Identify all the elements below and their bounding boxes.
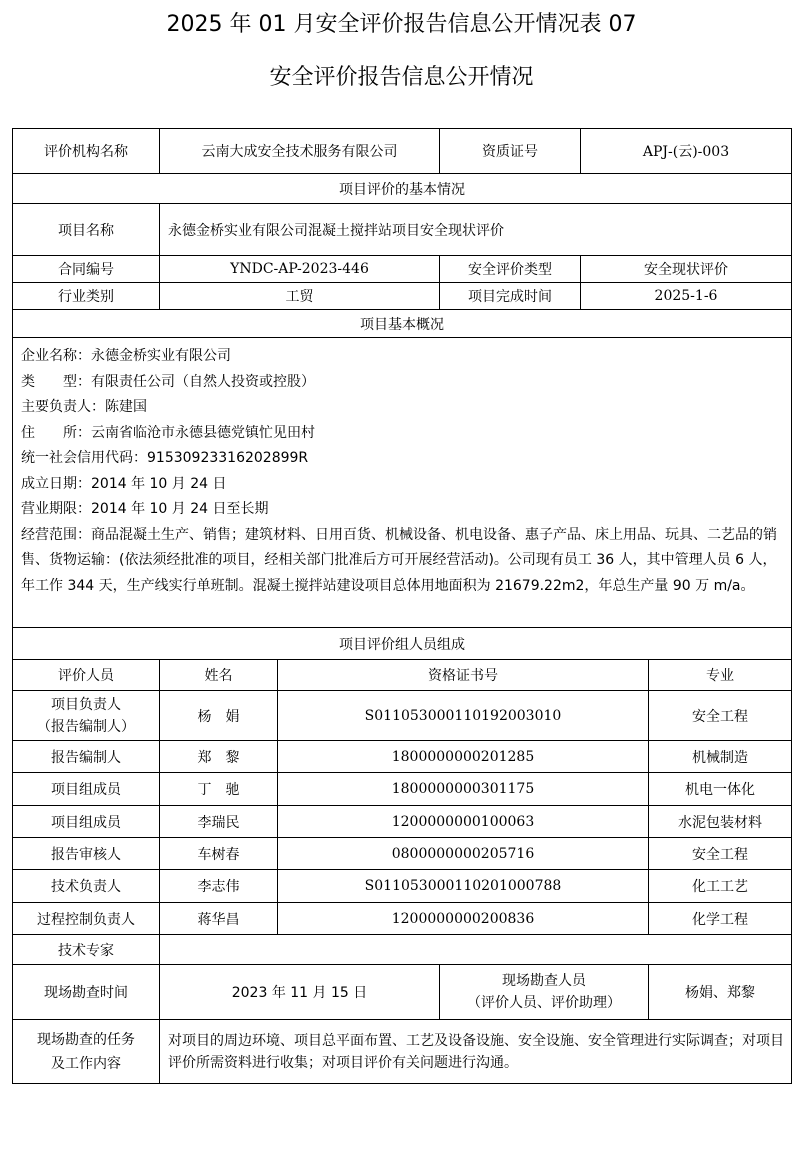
task-row <box>13 1020 792 1084</box>
team-major: 安全工程 <box>649 691 792 741</box>
cert-label: 资质证号 <box>440 129 581 174</box>
contract-row <box>13 256 792 283</box>
team-major: 机械制造 <box>649 741 792 773</box>
team-header-cert: 资格证书号 <box>278 660 649 691</box>
team-header-row <box>13 660 792 691</box>
team-row <box>13 903 792 935</box>
credit-code-line: 统一社会信用代码：91530923316202899R <box>21 450 309 466</box>
survey-row <box>13 965 792 1020</box>
project-name-label: 项目名称 <box>13 204 160 256</box>
term-line: 营业期限：2014 年 10 月 24 日至长期 <box>21 501 269 517</box>
team-major: 水泥包装材料 <box>649 806 792 838</box>
team-cert: 1800000000201285 <box>278 741 649 773</box>
team-name: 李瑞民 <box>160 806 278 838</box>
task-label <box>13 1020 160 1084</box>
task-content: 对项目的周边环境、项目总平面布置、工艺及设备设施、安全设施、安全管理进行实际调查；对项目评价所需资料进行收集；对项目评价有关问题进行沟通。 <box>160 1020 792 1084</box>
eval-type-value: 安全现状评价 <box>581 256 792 283</box>
org-row <box>13 129 792 174</box>
team-role: 报告编制人 <box>13 741 160 773</box>
team-role: 项目组成员 <box>13 806 160 838</box>
team-major: 化学工程 <box>649 903 792 935</box>
team-major: 化工工艺 <box>649 870 792 903</box>
team-cert: S011053000110192003010 <box>278 691 649 741</box>
team-name: 丁 驰 <box>160 773 278 806</box>
eval-type-label: 安全评价类型 <box>440 256 581 283</box>
team-name: 车树春 <box>160 838 278 870</box>
team-cert: 1200000000200836 <box>278 903 649 935</box>
team-role-line2: （报告编制人） <box>37 718 135 735</box>
principal-line: 主要负责人：陈建国 <box>21 399 147 415</box>
team-name: 李志伟 <box>160 870 278 903</box>
industry-value: 工贸 <box>160 283 440 310</box>
team-row <box>13 838 792 870</box>
cert-value: APJ-(云)-003 <box>581 129 792 174</box>
survey-people-value: 杨娟、郑黎 <box>649 965 792 1020</box>
team-name: 蒋华昌 <box>160 903 278 935</box>
basic-section-title: 项目评价的基本情况 <box>13 174 792 204</box>
document-title: 2025 年 01 月安全评价报告信息公开情况表 07 <box>166 12 637 37</box>
company-type-line: 类 型：有限责任公司（自然人投资或控股） <box>21 373 315 390</box>
task-label-line2: 及工作内容 <box>51 1055 121 1072</box>
survey-people-label-line2: （评价人员、评价助理） <box>467 995 621 1011</box>
expert-value <box>160 935 792 965</box>
task-label-line1: 现场勘查的任务 <box>37 1031 135 1048</box>
address-line: 住 所：云南省临沧市永德县德党镇忙见田村 <box>21 424 315 441</box>
contract-label: 合同编号 <box>13 256 160 283</box>
team-section-title: 项目评价组人员组成 <box>13 628 792 660</box>
team-role: 技术负责人 <box>13 870 160 903</box>
overview-section-title: 项目基本概况 <box>13 310 792 338</box>
org-value: 云南大成安全技术服务有限公司 <box>160 129 440 174</box>
overview-row <box>13 338 792 628</box>
established-line: 成立日期：2014 年 10 月 24 日 <box>21 475 227 492</box>
team-header-name: 姓名 <box>160 660 278 691</box>
team-role-line1: 项目负责人 <box>51 696 121 713</box>
industry-label: 行业类别 <box>13 283 160 310</box>
business-scope-paragraph: 经营范围：商品混凝土生产、销售；建筑材料、日用百货、机械设备、机电设备、惠子产品、床上用品、玩具、二艺品的销售、货物运输：(依法须经批准的项目，经相关部门批准后方可开展经营活动)。公司现有员工 36 人，其中管理人员 6 人，年工作 344 天，生产线实行单班制。混凝土搅拌站建设项目总体用地面积为 21679.22m2，年总生产量 90 万 m/a。 <box>21 526 777 594</box>
disclosure-table <box>12 128 792 1084</box>
project-name-value: 永德金桥实业有限公司混凝土搅拌站项目安全现状评价 <box>160 204 792 256</box>
team-role <box>13 691 160 741</box>
done-date-value: 2025-1-6 <box>581 283 792 310</box>
team-cert: 1200000000100063 <box>278 806 649 838</box>
team-role: 报告审核人 <box>13 838 160 870</box>
team-row <box>13 870 792 903</box>
team-row <box>13 691 792 741</box>
expert-row <box>13 935 792 965</box>
contract-value: YNDC-AP-2023-446 <box>160 256 440 283</box>
org-label: 评价机构名称 <box>13 129 160 174</box>
survey-people-label <box>440 965 649 1020</box>
team-role: 过程控制负责人 <box>13 903 160 935</box>
survey-people-label-line1: 现场勘查人员 <box>502 973 586 989</box>
team-cert: 1800000000301175 <box>278 773 649 806</box>
team-cert: 0800000000205716 <box>278 838 649 870</box>
project-name-row <box>13 204 792 256</box>
team-row <box>13 773 792 806</box>
team-role: 项目组成员 <box>13 773 160 806</box>
industry-row <box>13 283 792 310</box>
team-header-role: 评价人员 <box>13 660 160 691</box>
team-row <box>13 806 792 838</box>
team-major: 安全工程 <box>649 838 792 870</box>
team-cert: S011053000110201000788 <box>278 870 649 903</box>
done-date-label: 项目完成时间 <box>440 283 581 310</box>
team-header-major: 专业 <box>649 660 792 691</box>
overview-content <box>13 338 792 628</box>
survey-time-value: 2023 年 11 月 15 日 <box>160 965 440 1020</box>
survey-time-label: 现场勘查时间 <box>13 965 160 1020</box>
document-subtitle: 安全评价报告信息公开情况 <box>269 65 534 90</box>
team-row <box>13 741 792 773</box>
company-name-line: 企业名称：永德金桥实业有限公司 <box>21 348 231 364</box>
expert-label: 技术专家 <box>13 935 160 965</box>
team-name: 郑 黎 <box>160 741 278 773</box>
team-major: 机电一体化 <box>649 773 792 806</box>
team-name: 杨 娟 <box>160 691 278 741</box>
